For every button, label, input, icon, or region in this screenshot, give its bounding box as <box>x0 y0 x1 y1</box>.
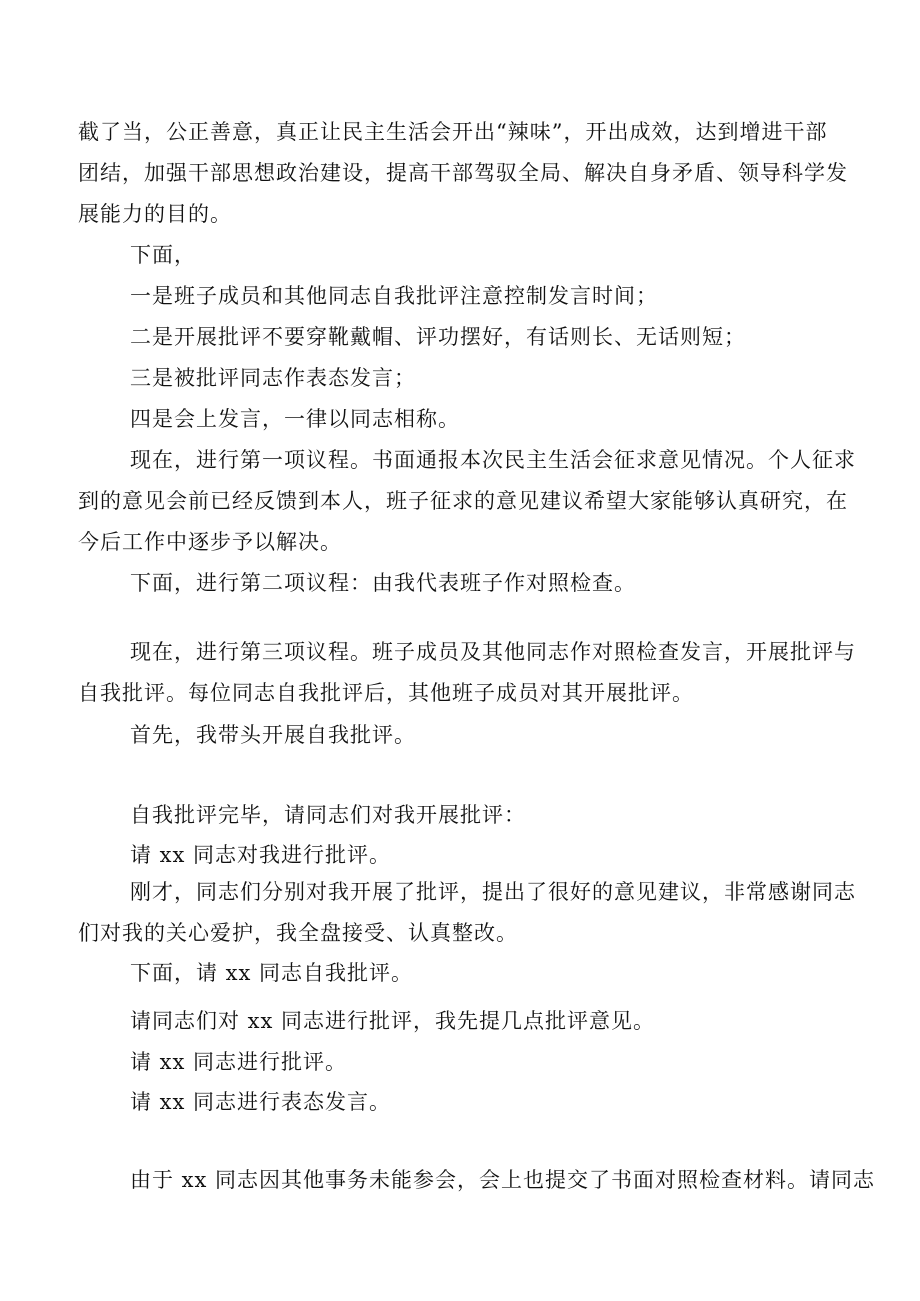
paragraph-line: 请同志们对 xx 同志进行批评，我先提几点批评意见。 <box>130 1009 656 1033</box>
paragraph-line: 截了当，公正善意，真正让民主生活会开出“辣味”，开出成效，达到增进干部 <box>78 120 828 144</box>
paragraph-line: 由于 xx 同志因其他事务未能参会，会上也提交了书面对照检查材料。请同志 <box>130 1168 876 1192</box>
paragraph-line: 二是开展批评不要穿靴戴帽、评功摆好，有话则长、无话则短； <box>130 325 746 349</box>
paragraph-line: 到的意见会前已经反馈到本人，班子征求的意见建议希望大家能够认真研究，在 <box>78 489 848 513</box>
paragraph-line: 刚才，同志们分别对我开展了批评，提出了很好的意见建议，非常感谢同志 <box>130 880 856 904</box>
paragraph-line: 们对我的关心爱护，我全盘接受、认真整改。 <box>78 921 518 945</box>
paragraph-line: 请 xx 同志进行表态发言。 <box>130 1090 392 1114</box>
paragraph-line: 现在，进行第三项议程。班子成员及其他同志作对照检查发言，开展批评与 <box>130 640 856 664</box>
paragraph-line: 自我批评。每位同志自我批评后，其他班子成员对其开展批评。 <box>78 681 694 705</box>
paragraph-line: 请 xx 同志进行批评。 <box>130 1050 348 1074</box>
paragraph-line: 团结，加强干部思想政治建设，提高干部驾驭全局、解决自身矛盾、领导科学发 <box>78 161 848 185</box>
paragraph-line: 三是被批评同志作表态发言； <box>130 366 416 390</box>
paragraph-line: 自我批评完毕，请同志们对我开展批评： <box>130 803 526 827</box>
paragraph-line: 今后工作中逐步予以解决。 <box>78 530 342 554</box>
paragraph-line: 下面，进行第二项议程：由我代表班子作对照检查。 <box>130 571 636 595</box>
paragraph-line: 一是班子成员和其他同志自我批评注意控制发言时间； <box>130 284 658 308</box>
paragraph-line: 下面，请 xx 同志自我批评。 <box>130 961 414 985</box>
paragraph-line: 四是会上发言，一律以同志相称。 <box>130 407 460 431</box>
paragraph-line: 下面， <box>130 243 196 267</box>
paragraph-line: 展能力的目的。 <box>78 202 232 226</box>
paragraph-line: 现在，进行第一项议程。书面通报本次民主生活会征求意见情况。个人征求 <box>130 448 856 472</box>
paragraph-line: 首先，我带头开展自我批评。 <box>130 723 416 747</box>
paragraph-line: 请 xx 同志对我进行批评。 <box>130 843 392 867</box>
